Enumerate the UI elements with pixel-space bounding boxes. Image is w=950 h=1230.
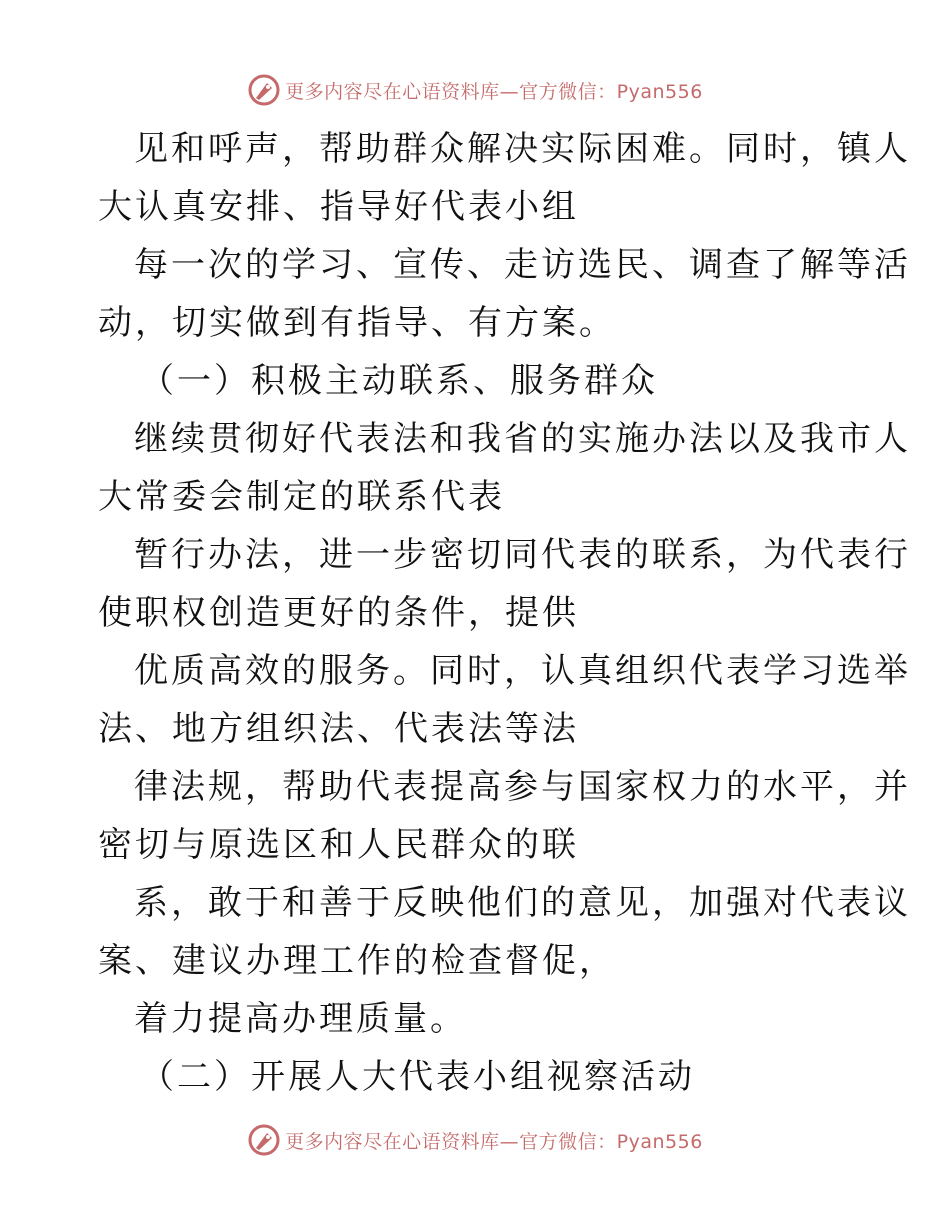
paragraph-line: 系，敢于和善于反映他们的意见，加强对代表议 — [134, 883, 911, 923]
paragraph-line: 案、建议办理工作的检查督促， — [98, 941, 616, 981]
section-heading: （一）积极主动联系、服务群众 — [140, 361, 658, 401]
paragraph-line: 使职权创造更好的条件，提供 — [98, 593, 579, 633]
paragraph-line: 密切与原选区和人民群众的联 — [98, 825, 579, 865]
paragraph-line: 暂行办法，进一步密切同代表的联系，为代表行 — [134, 535, 911, 575]
footer-watermark — [0, 1120, 950, 1160]
paragraph-line: 每一次的学习、宣传、走访选民、调查了解等活 — [134, 245, 911, 285]
paragraph-line: 动，切实做到有指导、有方案。 — [98, 303, 616, 343]
paragraph-line: 律法规，帮助代表提高参与国家权力的水平，并 — [134, 767, 911, 807]
pen-nib-circle-icon — [247, 1123, 281, 1157]
paragraph-line: 优质高效的服务。同时，认真组织代表学习选举 — [134, 651, 911, 691]
paragraph-line: 法、地方组织法、代表法等法 — [98, 709, 579, 749]
paragraph-line: 大认真安排、指导好代表小组 — [98, 187, 579, 227]
paragraph-line: 继续贯彻好代表法和我省的实施办法以及我市人 — [134, 419, 911, 459]
paragraph-line: 大常委会制定的联系代表 — [98, 477, 505, 517]
header-watermark — [0, 70, 950, 110]
watermark-text: 更多内容尽在心语资料库—官方微信：Pyan556 — [285, 1130, 703, 1153]
paragraph-line: 着力提高办理质量。 — [134, 999, 467, 1039]
pen-nib-circle-icon — [247, 73, 281, 107]
section-heading: （二）开展人大代表小组视察活动 — [140, 1057, 695, 1097]
watermark-text: 更多内容尽在心语资料库—官方微信：Pyan556 — [285, 80, 703, 103]
paragraph-line: 见和呼声，帮助群众解决实际困难。同时，镇人 — [134, 129, 911, 169]
